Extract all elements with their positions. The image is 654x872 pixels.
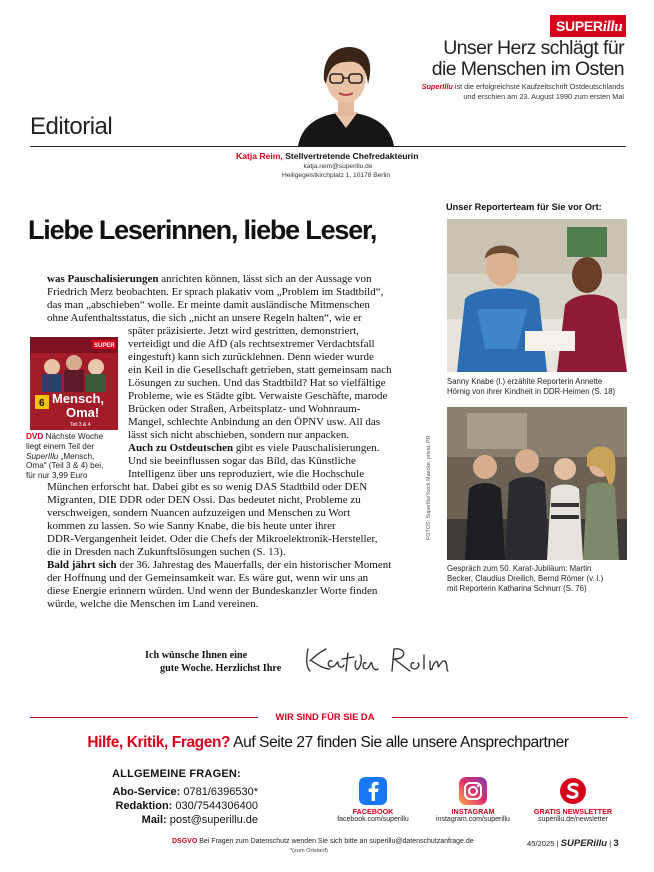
footer-brand: SUPERillu (560, 838, 608, 849)
tagline-line1: Unser Herz schlägt für (443, 37, 624, 59)
dsgvo-label: DSGVO (172, 838, 198, 845)
author-email[interactable]: katja.reim@superillu.de (303, 163, 373, 170)
redaktion: Redaktion: 030/7544306400 (115, 800, 258, 812)
closing-line-1: Ich wünsche Ihnen eine (145, 650, 248, 661)
instagram-icon (459, 777, 487, 805)
author-line (236, 151, 418, 161)
body-line: verschweigen, sondern Nuancen aufzuzeigen und Menschen zu Wort (47, 507, 351, 519)
privacy-note: DSGVO Bei Fragen zum Datenschutz wenden Sie sich bitte an superillu@datenschutzanfrage.de (172, 838, 474, 845)
body-line: das man „abschieben“ wolle. Er meinte damit ausländische Mitmenschen (47, 299, 370, 311)
reporter-photo-knabe (447, 219, 627, 372)
section-title: Editorial (30, 113, 113, 140)
signature (302, 641, 452, 677)
issue-number: 45/2025 (527, 839, 555, 848)
tagline-brand: SuperIllu (421, 82, 453, 91)
tagline (384, 38, 624, 80)
logo-super: SUPER (556, 18, 603, 34)
tagline-sub1: ist die erfolgreichste Kaufzeitschrift Ostdeutschlands (454, 82, 624, 91)
page-number: 3 (613, 838, 619, 849)
dvd-cover-title1: Mensch, (52, 391, 105, 406)
dvd-cover (30, 337, 118, 430)
fsk-rating: 6 (39, 398, 45, 409)
body-line: Bald jährt sich der 36. Jahrestag des Mauerfalls, der ein historischer Moment (47, 559, 392, 571)
body-line: Und sie beeinflussen sogar das Bild, das Künstliche (128, 455, 356, 467)
page-footer: 45/2025 | SUPERillu | 3 (527, 838, 619, 849)
abo-service: Abo-Service: 0781/6396530* (112, 786, 258, 798)
headline: Liebe Leserinnen, liebe Leser, (28, 215, 377, 245)
body-line: würde, welche die Menschen im Land vereinen. (47, 598, 259, 610)
author-address: Heiligegeistkirchplatz 1, 10178 Berlin (281, 172, 391, 179)
dvd-cover-title2: Oma! (66, 405, 100, 420)
tagline-line2: die Menschen im Osten (431, 58, 624, 80)
dvd-caption: DVD Nächste Woche liegt einem Teil der SuperIllu „Mensch, Oma“ (Teil 3 & 4) bei, für nur 3,99 Euro (26, 432, 104, 481)
body-line: lässt sich nicht abschieben, sondern nur anpacken. (128, 429, 350, 441)
reporter-caption-2: Gespräch zum 50. Karat-Jubiläum: Martin Becker, Claudius Dreilich, Bernd Römer (v. l.) mit Reporterin Katharina Schnurr (S. 76) (447, 564, 604, 593)
author-role: Stellvertretende Chefredakteurin (285, 151, 419, 161)
logo-illu: illu (602, 19, 623, 35)
newsletter-link[interactable]: GRATIS NEWSLETTER superillu.de/newsletter (518, 777, 628, 823)
facebook-icon (359, 777, 387, 805)
body-line: Mangel, schlechte Anbindung an den ÖPNV usw. All das (128, 416, 381, 428)
body-line: Brücken oder Straßen, Arbeitsplatz- und Wohnraum- (128, 403, 361, 415)
body-line: Lösungen zu suchen. Und das Stadtbild? Hat so vielfältige (128, 377, 386, 389)
body-line: DDR-Vergangenheit leidet. Oder die Chefs der Mikroelektronik-Hersteller, (47, 533, 378, 545)
body-line: Friedrich Merz beobachten. Er sprach plakativ vom „Problem im Stadtbild“, (47, 286, 384, 298)
photo-credit: FOTOS: SuperIllu/Yorck Maecke, privat, PR (426, 435, 432, 540)
general-questions-title: ALLGEMEINE FRAGEN: (112, 768, 241, 780)
body-line: Migranten, DIE DDR oder DEN Ossi. Das bedeutet nicht, Probleme zu (47, 494, 361, 506)
facebook-link[interactable]: FACEBOOK facebook.com/superillu (318, 777, 428, 823)
dvd-cover-logo: SUPER (94, 343, 115, 349)
body-line: München erforscht hat. Dabei gibt es so wenig DAS Stadtbild oder DEN (47, 481, 368, 493)
body-line: Probleme, wie es Städte gibt. Verwaiste Geschäfte, marode (128, 390, 388, 402)
newsletter-icon (559, 777, 587, 805)
header-rule (30, 146, 626, 147)
reporter-photo-karat (447, 407, 627, 560)
tagline-sub2: und erschien am 23. August 1990 zum ersten Mal (463, 91, 624, 101)
body-line: der Hoffnung und der Gemeinsamkeit war. Es wäre gut, wenn wir uns an (47, 572, 369, 584)
body-line: ein Keil in die Gesellschaft getrieben, statt gemeinsam nach (128, 364, 392, 376)
mail-address[interactable]: post@superillu.de (169, 814, 258, 826)
reporter-caption-1: Sanny Knabe (l.) erzählte Reporterin Annette Hörnig von ihrer Kindheit in DDR-Heimen (S. 18) (447, 377, 616, 396)
body-line: kommen zu lassen. So wie Sanny Knabe, die bis heute unter ihrer (47, 520, 336, 532)
dvd-cover-sub: Teil 3 & 4 (70, 422, 91, 428)
help-highlight: Hilfe, Kritik, Fragen? (87, 734, 231, 751)
abo-phone[interactable]: 0781/6396530* (183, 786, 258, 798)
body-line: eingestuft) kann sich zurücklehnen. Denn wieder wurde (128, 351, 374, 363)
redaktion-phone[interactable]: 030/7544306400 (175, 800, 258, 812)
author-portrait (284, 36, 408, 146)
body-line: die in Dresden nach Zukunftslösungen suchen (S. 13). (47, 546, 286, 558)
reporters-title: Unser Reporterteam für Sie vor Ort: (446, 202, 602, 212)
service-rule-right (392, 717, 628, 718)
superillu-logo (550, 15, 626, 37)
body-line: diese Energie erinnern würden. Und wenn der Bundeskanzler Worte finden (47, 585, 378, 597)
author-name: Katja Reim, (236, 151, 283, 161)
instagram-link[interactable]: INSTAGRAM instagram.com/superillu (418, 777, 528, 823)
body-line: Auch zu Ostdeutschen gibt es viele Pauschalisierungen. (128, 442, 380, 454)
service-title: WIR SIND FÜR SIE DA (275, 711, 375, 722)
dvd-label: DVD (26, 432, 44, 441)
mail: Mail: post@superillu.de (141, 814, 258, 826)
help-line: Hilfe, Kritik, Fragen? Auf Seite 27 finden Sie alle unsere Ansprechpartner (87, 734, 569, 751)
tagline-sub (374, 82, 624, 101)
body-line: was Pauschalisierungen anrichten können, lässt sich an der Aussage von (47, 273, 372, 285)
service-rule-left (30, 717, 258, 718)
closing-line-2: gute Woche. Herzlichst Ihre (160, 663, 282, 674)
body-line: ohne Aufenthaltsstatus, die sich „nicht an unsere Regeln halten“, wie er (47, 312, 362, 324)
body-line: später präzisierte. Jetzt wird gestritten, demonstriert, (128, 325, 359, 337)
body-line: verteidigt und die AfD (als rechtsextremer Verdachtsfall (128, 338, 375, 350)
local-rate-note: *(zum Ortstarif) (290, 848, 328, 854)
body-line: Intelligenz über uns reproduziert, wie die Hochschule (128, 468, 365, 480)
